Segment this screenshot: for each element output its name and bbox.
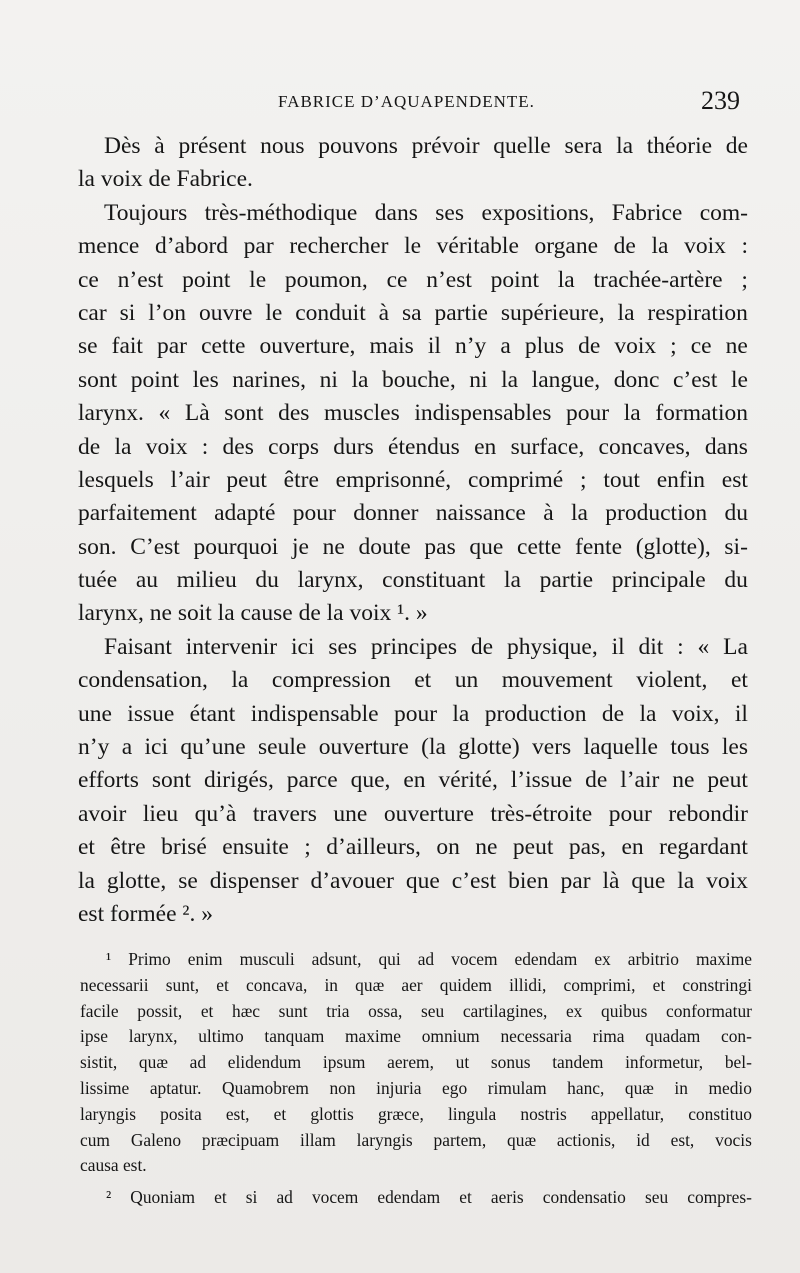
text-line: se fait par cette ouverture, mais il n’y a plus de voix ; ce ne: [78, 333, 748, 360]
footnote-line: cum Galeno præcipuam illam laryngis partem, quæ actionis, id est, vocis: [80, 1129, 752, 1150]
page-number: 239: [701, 86, 740, 115]
footnote-line: necessarii sunt, et concava, in quæ aer quidem illidi, comprimi, et constringi: [80, 974, 752, 995]
text-line: son. C’est pourquoi je ne doute pas que cette fente (glotte), si-: [78, 533, 748, 560]
text-line: larynx, ne soit la cause de la voix ¹. »: [78, 600, 428, 627]
text-line: Toujours très-méthodique dans ses expositions, Fabrice com-: [104, 199, 748, 226]
footnote-line: facile possit, et hæc sunt tria ossa, seu cartilagines, ex quibus conformatur: [80, 1000, 752, 1021]
text-line: une issue étant indispensable pour la production de la voix, il: [78, 700, 748, 727]
text-line: tuée au milieu du larynx, constituant la partie principale du: [78, 567, 748, 594]
text-line: la voix de Fabrice.: [78, 166, 253, 193]
text-line: Faisant intervenir ici ses principes de physique, il dit : « La: [104, 633, 748, 660]
text-line: car si l’on ouvre le conduit à sa partie supérieure, la respiration: [78, 299, 748, 326]
text-line: la glotte, se dispenser d’avouer que c’est bien par là que la voix: [78, 867, 748, 894]
text-line: de la voix : des corps durs étendus en surface, concaves, dans: [78, 433, 748, 460]
page-header: [78, 86, 740, 120]
text-line: Dès à présent nous pouvons prévoir quelle sera la théorie de: [104, 133, 748, 159]
footnote-line: lissime aptatur. Quamobrem non injuria ego rimulam hanc, quæ in medio: [80, 1077, 752, 1098]
footnote-line: ¹ Primo enim musculi adsunt, qui ad vocem edendam ex arbitrio maxime: [106, 949, 752, 969]
text-line: est formée ². »: [78, 900, 213, 927]
text-line: sont point les narines, ni la bouche, ni la langue, donc c’est le: [78, 366, 748, 393]
text-line: mence d’abord par rechercher le véritable organe de la voix :: [78, 233, 748, 260]
text-line: avoir lieu qu’à travers une ouverture très-étroite pour rebondir: [78, 800, 748, 827]
text-line: parfaitement adapté pour donner naissance à la production du: [78, 500, 748, 527]
text-line: et être brisé ensuite ; d’ailleurs, on ne peut pas, en regardant: [78, 834, 748, 861]
text-line: n’y a ici qu’une seule ouverture (la glotte) vers laquelle tous les: [78, 734, 748, 761]
text-line: larynx. « Là sont des muscles indispensables pour la formation: [78, 400, 748, 427]
text-line: lesquels l’air peut être emprisonné, comprimé ; tout enfin est: [78, 466, 748, 493]
text-line: efforts sont dirigés, parce que, en vérité, l’issue de l’air ne peut: [78, 767, 748, 794]
footnote-line: laryngis posita est, et glottis græce, lingula nostris appellatur, constituo: [80, 1103, 752, 1124]
footnote-line: ipse larynx, ultimo tanquam maxime omnium necessaria rima quadam con-: [80, 1026, 752, 1047]
body-text: [78, 130, 748, 931]
footnote-line: ² Quoniam et si ad vocem edendam et aeris condensatio seu compres-: [106, 1187, 752, 1208]
running-title: FABRICE D’AQUAPENDENTE.: [278, 92, 535, 111]
text-line: ce n’est point le poumon, ce n’est point la trachée-artère ;: [78, 266, 748, 293]
footnote-line: causa est.: [80, 1155, 147, 1176]
footnotes: [80, 947, 752, 1211]
footnote-line: sistit, quæ ad elidendum ipsum aerem, ut sonus tandem informetur, bel-: [80, 1052, 752, 1073]
text-line: condensation, la compression et un mouvement violent, et: [78, 667, 748, 694]
